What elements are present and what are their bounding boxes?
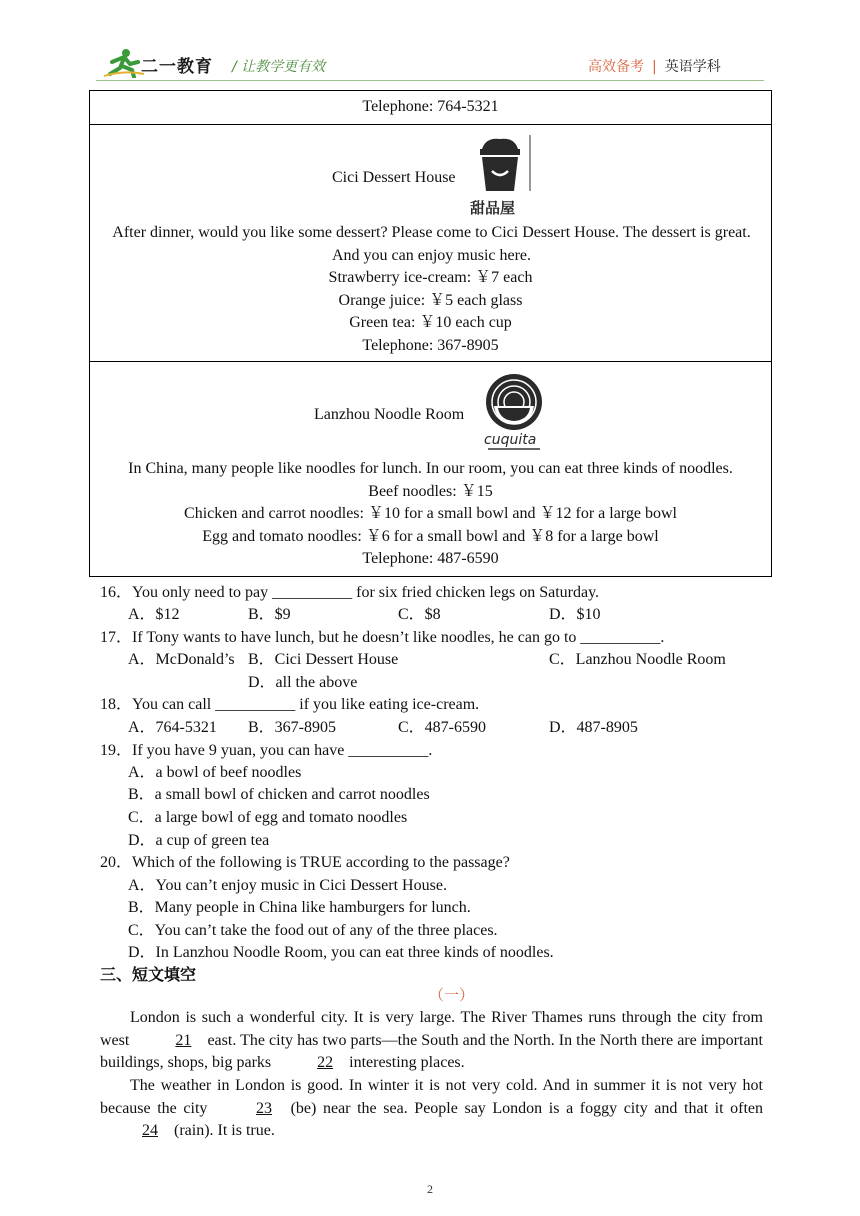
cici-ad [89,124,772,362]
passage-text: east. The city has two parts—the South and the North. In the North there are important buildings, shops, big parks [100,1031,764,1071]
logo-text: 二一教育 [141,57,213,77]
lanzhou-name: Lanzhou Noodle Room [314,406,465,423]
question-17-stem: 17．If Tony wants to have lunch, but he doesn’t like noodles, he can go to __________. [100,629,665,646]
lanzhou-item: Egg and tomato noodles: ￥6 for a small bowl and ￥8 for a large bowl [202,527,659,545]
q18-option-b[interactable]: B．367-8905 [248,719,337,736]
q16-option-a[interactable]: A．$12 [128,606,180,623]
cici-cup-logo-icon [468,133,538,215]
q19-option-c[interactable]: C．a large bowl of egg and tomato noodles [128,809,408,826]
q17-option-d[interactable]: D．all the above [248,674,358,691]
lanzhou-logo-text: cuquita [484,432,537,448]
mcdonalds-ad [89,90,772,125]
blank-22[interactable]: 22 [317,1054,334,1071]
passage-text: (be) near the sea. People say London is a foggy city and that it often [284,1099,763,1117]
header-tag-subject: 英语学科 [664,59,721,75]
mcdonalds-telephone: Telephone: 764-5321 [362,98,499,115]
passage-text: (rain). It is true. [170,1122,275,1139]
q18-option-a[interactable]: A．764-5321 [128,719,217,736]
header-tag-exam: 高效备考 [588,59,644,75]
passage-paragraph-1 [100,1007,763,1075]
cici-item: Orange juice: ￥5 each glass [338,291,523,309]
question-18-stem: 18．You can call __________ if you like eating ice-cream. [100,696,480,713]
cici-telephone: Telephone: 367-8905 [362,336,499,354]
passage-text: London is such a wonderful city. It is very large. The River Thames runs through the city from west [100,1009,763,1049]
q20-option-b[interactable]: B．Many people in China like hamburgers for lunch. [128,899,471,916]
q17-option-b[interactable]: B．Cici Dessert House [248,651,399,668]
cici-item: Strawberry ice-cream: ￥7 each [328,269,533,286]
q19-option-a[interactable]: A．a bowl of beef noodles [128,764,302,781]
lanzhou-ad [89,361,772,577]
passage-text: interesting places. [345,1054,465,1071]
header-right [588,56,721,76]
lanzhou-description: In China, many people like noodles for lunch. In our room, you can eat three kinds of noodles. [128,460,733,477]
q19-option-d[interactable]: D．a cup of green tea [128,832,270,849]
q20-option-a[interactable]: A．You can’t enjoy music in Cici Dessert House. [128,877,447,894]
cici-name: Cici Dessert House [332,169,456,186]
q18-option-d[interactable]: D．487-8905 [549,719,638,736]
cici-logo-text: 甜品屋 [470,199,516,215]
q20-option-d[interactable]: D．In Lanzhou Noodle Room, you can eat three kinds of noodles. [128,944,554,961]
subsection-title: （一） [429,986,475,1004]
question-19-stem: 19．If you have 9 yuan, you can have __________. [100,742,433,759]
lanzhou-telephone: Telephone: 487-6590 [362,550,499,567]
passage-text: The weather in London is good. In winter it is not very cold. And in summer it is not very hot because the city [100,1077,763,1117]
noodle-bowl-logo-icon [482,372,550,454]
q20-option-c[interactable]: C．You can’t take the food out of any of the three places. [128,922,498,939]
cici-description: After dinner, would you like some dessert? Please come to Cici Dessert House. The dessert is great. And you can enjoy music here. [112,224,751,264]
section-title: 三、短文填空 [100,965,197,984]
q17-option-a[interactable]: A．McDonald’s [128,651,235,668]
page-number: 2 [427,1182,433,1196]
header-divider [96,80,764,81]
blank-23[interactable]: 23 [256,1099,272,1117]
header-separator: | [652,59,657,75]
q18-option-c[interactable]: C．487-6590 [398,719,487,736]
page-header [0,0,860,84]
cici-item: Green tea: ￥10 each cup [349,314,512,331]
q17-option-c[interactable]: C．Lanzhou Noodle Room [549,651,726,668]
q19-option-b[interactable]: B．a small bowl of chicken and carrot noodles [128,786,430,803]
blank-21[interactable]: 21 [175,1031,192,1049]
question-16-stem: 16．You only need to pay __________ for six fried chicken legs on Saturday. [100,584,600,601]
slogan: / 让教学更有效 [232,59,326,75]
q16-option-c[interactable]: C．$8 [398,606,441,623]
lanzhou-item: Beef noodles: ￥15 [368,482,493,500]
q16-option-b[interactable]: B．$9 [248,606,291,623]
passage-paragraph-2 [100,1075,763,1143]
question-20-stem: 20．Which of the following is TRUE according to the passage? [100,854,510,871]
q16-option-d[interactable]: D．$10 [549,606,601,623]
blank-24[interactable]: 24 [142,1122,158,1139]
lanzhou-item: Chicken and carrot noodles: ￥10 for a small bowl and ￥12 for a large bowl [184,505,677,522]
